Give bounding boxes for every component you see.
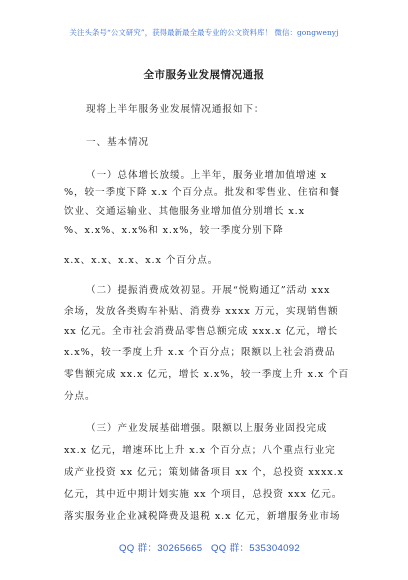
body-line: （一）总体增长放缓。上半年，服务业增加值增速 x — [86, 170, 328, 181]
body-line: xx 亿元。全市社会消费品零售总额完成 xxx.x 亿元，增长 — [64, 326, 339, 337]
body-line: 现将上半年服务业发展情况通报如下： — [86, 104, 265, 115]
section-heading: 一、基本情况 — [86, 137, 149, 148]
body-line: %、x.x%、x.x%和 x.x%，较一季度分别下降 — [64, 225, 284, 236]
body-line: （三）产业发展基础增强。限额以上服务业固投完成 — [86, 423, 328, 434]
body-line: （二）提振消费成效初显。开展“悦购通辽”活动 xxx — [86, 285, 331, 296]
body-line: 落实服务业企业减税降费及退税 x.x 亿元，新增服务业市场 — [64, 511, 341, 522]
footer-qq-group-1: QQ 群：30265665 — [119, 543, 203, 554]
body-line: 亿元，其中近中期计划实施 xx 个项目，总投资 xxx 亿元。 — [64, 489, 343, 500]
footer — [0, 540, 408, 556]
body-line: x.x%，较一季度上升 x.x 个百分点；限额以上社会消费品 — [64, 347, 336, 358]
body-line: 饮业、交通运输业、其他服务业增加值分别增长 x.x — [64, 206, 305, 217]
body-line: %，较一季度下降 x.x 个百分点。批发和零售业、住宿和餐 — [64, 187, 340, 198]
body-line: 成产业投资 xx 亿元；策划储备项目 xx 个，总投资 xxxx.x — [64, 467, 344, 478]
body-line: 分点。 — [64, 391, 96, 402]
body-line: x.x、x.x、x.x、x.x 个百分点。 — [64, 255, 219, 266]
body-line: 零售额完成 xx.x 亿元，增长 x.x%，较一季度上升 x.x 个百 — [64, 369, 350, 380]
header-note: 关注头条号“公文研究”，获得最新最全最专业的公文资料库！ 微信：gongwenyj — [69, 28, 339, 37]
body-line: 余场，发放各类购车补贴、消费券 xxxx 万元，实现销售额 — [64, 306, 339, 317]
body-line: xx.x 亿元，增速环比上升 x.x 个百分点；八个重点行业完 — [64, 445, 336, 456]
footer-qq-group-2: QQ 群：535304092 — [211, 543, 300, 554]
document-title: 全市服务业发展情况通报 — [143, 69, 265, 81]
